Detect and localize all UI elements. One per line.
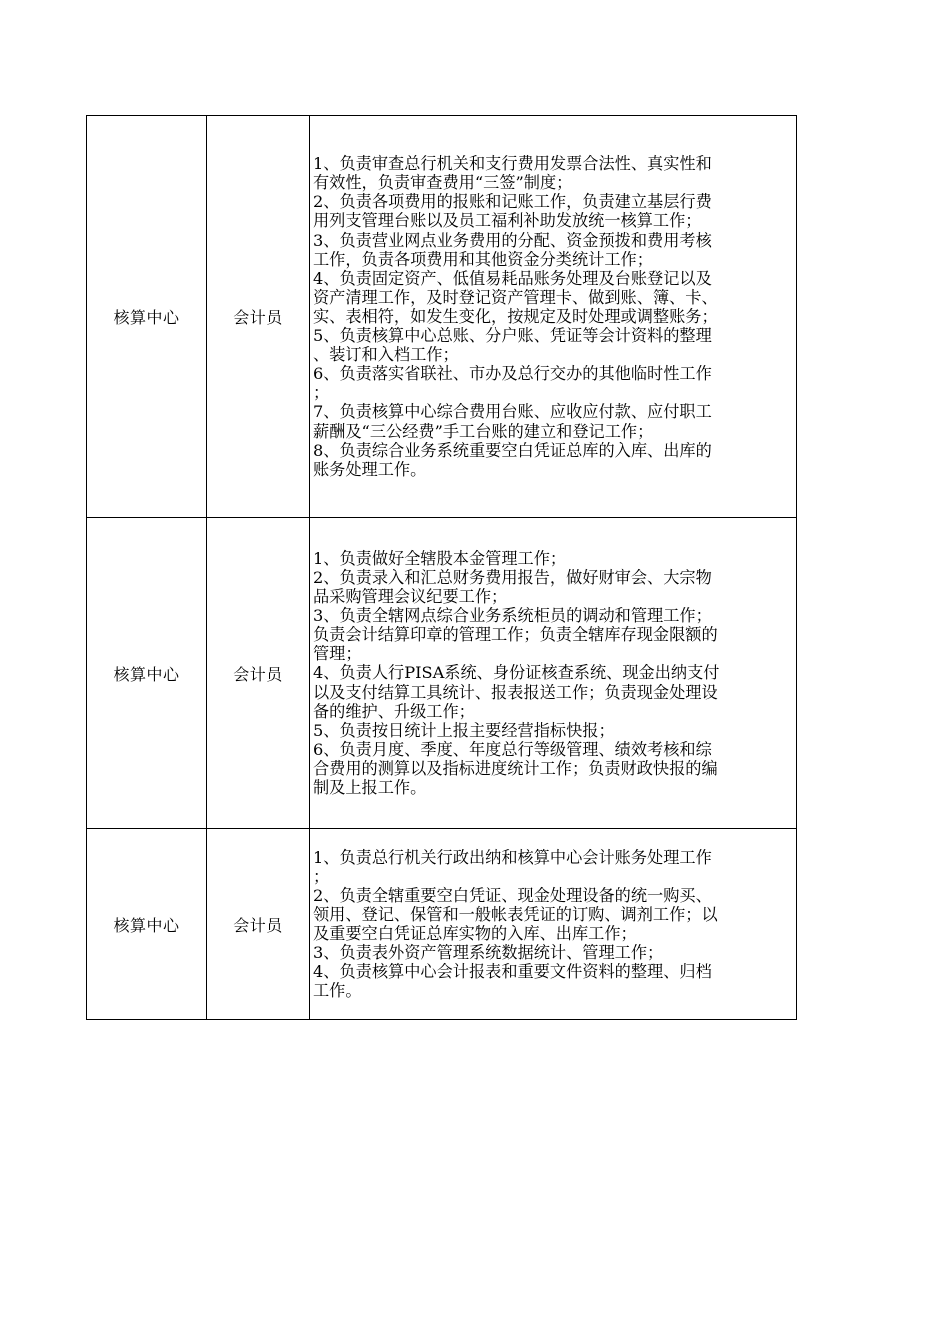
duty-line: 及重要空白凭证总库实物的入库、出库工作； bbox=[313, 924, 637, 943]
duty-line: ； bbox=[313, 383, 330, 403]
duty-line: 管理； bbox=[313, 644, 362, 664]
duty-table-body bbox=[87, 116, 797, 1020]
table-row bbox=[87, 116, 797, 518]
duty-line: 有效性，负责审查费用“三签”制度； bbox=[313, 173, 573, 193]
duty-line: 实、表相符，如发生变化，按规定及时处理或调整账务； bbox=[313, 306, 718, 326]
duty-line: ； bbox=[313, 866, 330, 886]
table-row bbox=[87, 518, 797, 829]
duty-line: 2、负责各项费用的报账和记账工作，负责建立基层行费 bbox=[313, 192, 712, 212]
duty-line: 4、负责核算中心会计报表和重要文件资料的整理、归档 bbox=[313, 962, 712, 982]
duty-line: 负责会计结算印章的管理工作；负责全辖库存现金限额的 bbox=[313, 625, 718, 645]
duty-line: 3、负责表外资产管理系统数据统计、管理工作； bbox=[313, 943, 664, 963]
duty-line: 资产清理工作，及时登记资产管理卡、做到账、簿、卡、 bbox=[313, 287, 718, 307]
position-cell: 会计员 bbox=[207, 518, 310, 829]
duty-line: 8、负责综合业务系统重要空白凭证总库的入库、出库的 bbox=[313, 440, 712, 460]
duty-line: 1、负责审查总行机关和支行费用发票合法性、真实性和 bbox=[313, 154, 712, 174]
duty-line: 工作。 bbox=[313, 981, 362, 1001]
department-cell: 核算中心 bbox=[87, 829, 207, 1020]
duty-line: 4、负责人行PISA系统、身份证核查系统、现金出纳支付 bbox=[313, 663, 720, 683]
department-cell: 核算中心 bbox=[87, 116, 207, 518]
duty-line: 6、负责月度、季度、年度总行等级管理、绩效考核和综 bbox=[313, 739, 712, 759]
duties-cell bbox=[310, 518, 797, 829]
duty-line: 薪酬及“三公经费”手工台账的建立和登记工作； bbox=[313, 421, 654, 441]
duty-line: 账务处理工作。 bbox=[313, 459, 427, 479]
duty-line: 备的维护、升级工作； bbox=[313, 701, 475, 721]
duty-line: 2、负责录入和汇总财务费用报告，做好财审会、大宗物 bbox=[313, 567, 712, 587]
duty-table bbox=[86, 115, 797, 1020]
duty-line: 领用、登记、保管和一般帐表凭证的订购、调剂工作；以 bbox=[313, 904, 718, 924]
duty-line: 制及上报工作。 bbox=[313, 778, 427, 798]
table-row bbox=[87, 829, 797, 1020]
duty-line: 、装订和入档工作； bbox=[313, 345, 459, 365]
duties-cell bbox=[310, 116, 797, 518]
duty-line: 1、负责总行机关行政出纳和核算中心会计账务处理工作 bbox=[313, 847, 712, 867]
duty-line: 6、负责落实省联社、市办及总行交办的其他临时性工作 bbox=[313, 364, 712, 384]
duty-line: 2、负责全辖重要空白凭证、现金处理设备的统一购买、 bbox=[313, 885, 712, 905]
duty-line: 工作，负责各项费用和其他资金分类统计工作； bbox=[313, 249, 653, 269]
duty-line: 1、负责做好全辖股本金管理工作； bbox=[313, 548, 567, 568]
duty-line: 7、负责核算中心综合费用台账、应收应付款、应付职工 bbox=[313, 402, 712, 422]
duty-line: 3、负责营业网点业务费用的分配、资金预拨和费用考核 bbox=[313, 230, 712, 250]
duty-line: 用列支管理台账以及员工福利补助发放统一核算工作； bbox=[313, 211, 702, 231]
position-cell: 会计员 bbox=[207, 829, 310, 1020]
duty-line: 品采购管理会议纪要工作； bbox=[313, 587, 508, 607]
duty-line: 5、负责核算中心总账、分户账、凭证等会计资料的整理 bbox=[313, 326, 712, 346]
duty-line: 以及支付结算工具统计、报表报送工作；负责现金处理设 bbox=[313, 682, 718, 702]
department-cell: 核算中心 bbox=[87, 518, 207, 829]
duty-line: 4、负责固定资产、低值易耗品账务处理及台账登记以及 bbox=[313, 268, 712, 288]
duty-line: 5、负责按日统计上报主要经营指标快报； bbox=[313, 720, 615, 740]
duty-line: 3、负责全辖网点综合业务系统柜员的调动和管理工作； bbox=[313, 606, 712, 626]
duty-line: 合费用的测算以及指标进度统计工作；负责财政快报的编 bbox=[313, 758, 718, 778]
position-cell: 会计员 bbox=[207, 116, 310, 518]
duties-cell bbox=[310, 829, 797, 1020]
